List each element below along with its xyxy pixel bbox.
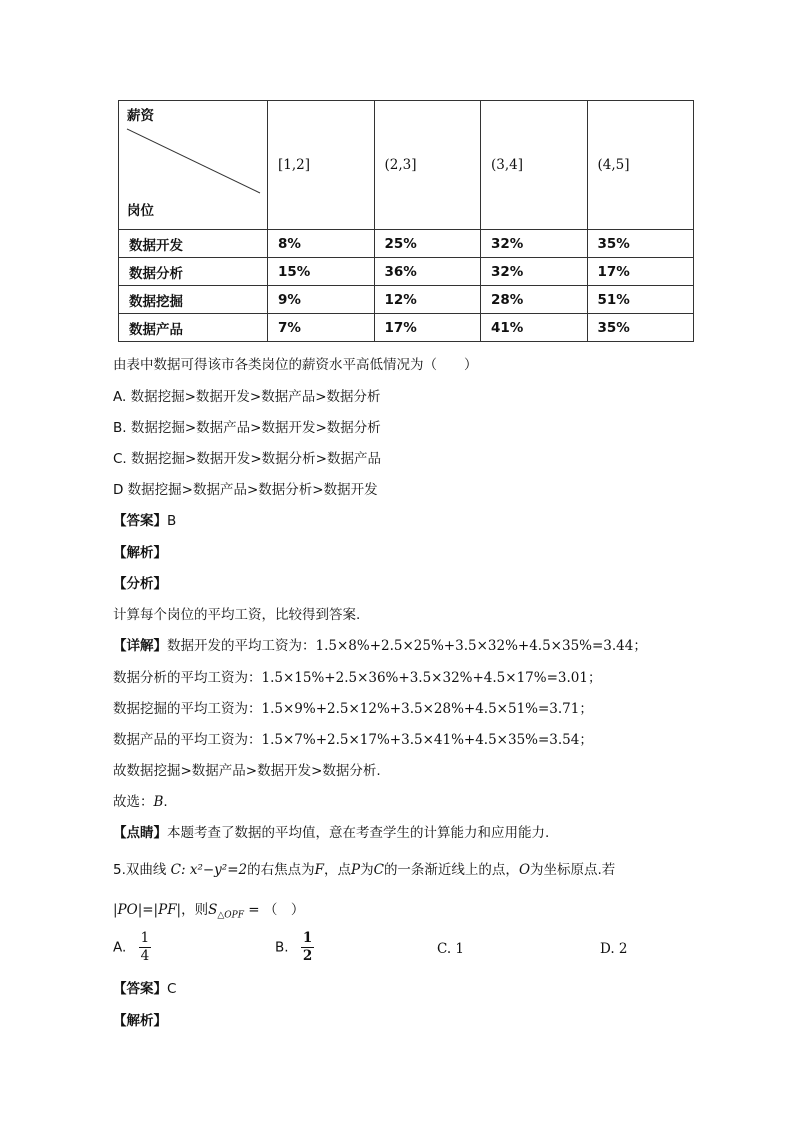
q5-option-a: [113, 930, 151, 965]
q5-prefix: 5.双曲线: [113, 862, 171, 878]
interval-header: (4,5]: [587, 101, 694, 230]
calc-expr: 1.5×15%+2.5×36%+3.5×32%+4.5×17%=3.01；: [261, 670, 602, 686]
calc-line: [113, 666, 601, 686]
q5-text: ，点: [324, 862, 351, 878]
corner-label-position: 岗位: [127, 203, 154, 219]
calc-expr: 1.5×9%+2.5×12%+3.5×28%+4.5×51%=3.71；: [261, 701, 593, 717]
q5-text: 的一条渐近线上的点，: [383, 862, 519, 878]
fraction: [301, 930, 314, 965]
q5-text: 为: [360, 862, 374, 878]
table-cell: 32%: [481, 258, 588, 286]
area-symbol: S: [208, 902, 218, 918]
table-row: [119, 230, 694, 258]
row-label: 数据开发: [119, 230, 268, 258]
row-label: 数据挖掘: [119, 286, 268, 314]
table-cell: 7%: [268, 314, 375, 342]
diagonal-header-cell: [119, 101, 268, 230]
option-d: D 数据挖掘>数据产品>数据分析>数据开发: [113, 482, 378, 498]
var-c: C: [373, 862, 384, 878]
table-cell: 51%: [587, 286, 694, 314]
option-label: B.: [275, 939, 289, 956]
option-b: B. 数据挖掘>数据产品>数据开发>数据分析: [113, 420, 381, 436]
table-cell: 35%: [587, 314, 694, 342]
denominator: 2: [302, 948, 313, 964]
calc-expr: 1.5×7%+2.5×17%+3.5×41%+4.5×35%=3.54；: [261, 732, 593, 748]
table-row: [119, 258, 694, 286]
fenxi-tag: 【分析】: [113, 576, 167, 592]
var-f: F: [314, 862, 324, 878]
q5-text: 的右焦点为: [247, 862, 315, 878]
q5-option-b: [275, 930, 314, 965]
table-cell: 28%: [481, 286, 588, 314]
comment-text: 本题考查了数据的平均值，意在考查学生的计算能力和应用能力.: [167, 825, 550, 841]
q5-text: 为坐标原点.若: [530, 862, 616, 878]
denominator: 4: [140, 948, 150, 964]
calc-line: [113, 697, 593, 717]
table-cell: 25%: [374, 230, 481, 258]
row-label: 数据分析: [119, 258, 268, 286]
table-cell: 15%: [268, 258, 375, 286]
option-label: A.: [113, 939, 127, 956]
var-o: O: [518, 862, 531, 878]
numerator: 1: [140, 930, 150, 946]
question-stem: 由表中数据可得该市各类岗位的薪资水平高低情况为（ ）: [113, 357, 478, 373]
calc-line: [113, 728, 593, 748]
answer-value: C: [167, 981, 177, 997]
calc-expr: 1.5×8%+2.5×25%+3.5×32%+4.5×35%=3.44；: [315, 638, 647, 654]
choose-end: .: [163, 794, 168, 810]
comment-tag: 【点睛】: [113, 825, 167, 841]
table-cell: 9%: [268, 286, 375, 314]
table-row: [119, 314, 694, 342]
option-c: C. 数据挖掘>数据开发>数据分析>数据产品: [113, 451, 381, 467]
table-cell: 8%: [268, 230, 375, 258]
q5-stem-line1: [113, 858, 615, 878]
q5-text: ，则: [181, 902, 209, 918]
calc-label: 数据开发的平均工资为：: [167, 638, 316, 654]
answer-tag: 【答案】: [113, 981, 167, 997]
analysis-tag: 【解析】: [113, 545, 167, 561]
comment-line: [113, 821, 549, 841]
calc-label: 数据分析的平均工资为：: [113, 670, 262, 686]
table-cell: 35%: [587, 230, 694, 258]
choose-value: B: [153, 794, 164, 810]
corner-label-salary: 薪资: [127, 108, 154, 124]
table-row: [119, 286, 694, 314]
table-cell: 12%: [374, 286, 481, 314]
conclusion: 故数据挖掘>数据产品>数据开发>数据分析.: [113, 763, 381, 779]
hyperbola-equation: C: x²−y²=2: [170, 862, 248, 878]
q5-text: = （ ）: [243, 902, 305, 918]
table-cell: 17%: [374, 314, 481, 342]
fenxi-text: 计算每个岗位的平均工资，比较得到答案.: [113, 607, 361, 623]
answer-tag: 【答案】: [113, 513, 167, 529]
detail-tag: 【详解】: [113, 638, 167, 654]
q5-option-c: C. 1: [437, 941, 465, 957]
table-cell: 17%: [587, 258, 694, 286]
row-label: 数据产品: [119, 314, 268, 342]
q5-answer-line: [113, 977, 176, 997]
calc-label: 数据产品的平均工资为：: [113, 732, 262, 748]
calc-label: 数据挖掘的平均工资为：: [113, 701, 262, 717]
calc-line: [113, 634, 647, 654]
interval-header: [1,2]: [268, 101, 375, 230]
distance-equation: |PO|=|PF|: [113, 902, 182, 918]
choose-line: [113, 790, 168, 810]
numerator: 1: [302, 930, 313, 946]
table-cell: 41%: [481, 314, 588, 342]
answer-line: [113, 509, 176, 529]
q5-stem-line2: [113, 898, 304, 921]
choose-label: 故选：: [113, 794, 154, 810]
table-cell: 36%: [374, 258, 481, 286]
option-a: A. 数据挖掘>数据开发>数据产品>数据分析: [113, 389, 381, 405]
q5-option-d: D. 2: [600, 941, 628, 957]
salary-table: [118, 100, 694, 342]
interval-header: (3,4]: [481, 101, 588, 230]
area-subscript: △OPF: [217, 910, 244, 921]
interval-header: (2,3]: [374, 101, 481, 230]
q5-analysis-tag: 【解析】: [113, 1013, 167, 1029]
var-p: P: [351, 862, 361, 878]
fraction: [139, 930, 152, 965]
table-header-row: [119, 101, 694, 230]
table-cell: 32%: [481, 230, 588, 258]
answer-value: B: [167, 513, 177, 529]
